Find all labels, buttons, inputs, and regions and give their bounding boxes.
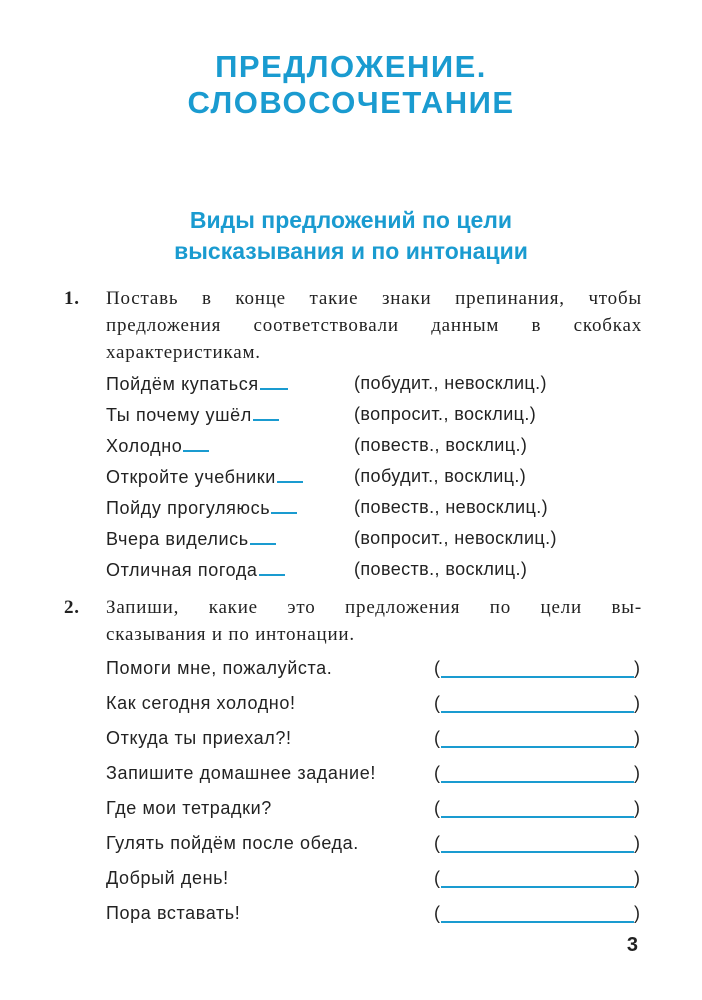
section-subtitle-line-1: Виды предложений по цели bbox=[189, 207, 513, 233]
close-paren: ) bbox=[634, 728, 640, 748]
task-1-hint: (повеств., восклиц.) bbox=[354, 435, 528, 455]
task-1-sentence: Холодно bbox=[106, 436, 183, 456]
task-1 bbox=[64, 285, 644, 370]
task-1-row bbox=[106, 402, 279, 427]
punctuation-blank[interactable] bbox=[260, 371, 288, 390]
close-paren: ) bbox=[634, 798, 640, 818]
task-1-sentence: Пойду прогуляюсь bbox=[106, 498, 271, 518]
task-1-sentence: Ты почему ушёл bbox=[106, 405, 252, 425]
open-paren: ( bbox=[434, 658, 440, 678]
task-1-row bbox=[106, 557, 285, 582]
task-2-number: 2. bbox=[64, 597, 80, 618]
punctuation-blank[interactable] bbox=[271, 495, 297, 514]
task-2-sentence: Где мои тетрадки? bbox=[106, 798, 272, 818]
task-1-instructions bbox=[106, 285, 642, 366]
task-2-instructions bbox=[106, 594, 642, 648]
task-1-row bbox=[106, 433, 209, 458]
close-paren: ) bbox=[634, 903, 640, 923]
task-1-hint: (повеств., восклиц.) bbox=[354, 559, 528, 579]
open-paren: ( bbox=[434, 763, 440, 783]
task-1-number: 1. bbox=[64, 288, 80, 309]
task-2-sentence: Гулять пойдём после обеда. bbox=[106, 833, 359, 853]
task-2-sentence: Пора вставать! bbox=[106, 903, 241, 923]
answer-line[interactable] bbox=[441, 746, 634, 748]
task-2-sentence: Откуда ты приехал?! bbox=[106, 728, 292, 748]
answer-line[interactable] bbox=[441, 711, 634, 713]
open-paren: ( bbox=[434, 728, 440, 748]
section-subtitle-line-2: высказывания и по интонации bbox=[174, 238, 528, 264]
task-1-hint: (вопросит., восклиц.) bbox=[354, 404, 537, 424]
punctuation-blank[interactable] bbox=[277, 464, 303, 483]
answer-line[interactable] bbox=[441, 851, 634, 853]
task-1-row bbox=[106, 464, 303, 489]
open-paren: ( bbox=[434, 903, 440, 923]
page-number: 3 bbox=[626, 934, 638, 956]
task-1-instructions-line-3: характеристикам. bbox=[106, 342, 261, 363]
task-1-instructions-line-1: Поставь в конце такие знаки препинания, чтобы bbox=[106, 288, 642, 309]
task-1-hint: (повеств., невосклиц.) bbox=[354, 497, 548, 517]
task-2-sentence: Помоги мне, пожалуйста. bbox=[106, 658, 333, 678]
task-2-instructions-line-1: Запиши, какие это предложения по цели вы- bbox=[106, 597, 642, 618]
punctuation-blank[interactable] bbox=[259, 557, 285, 576]
open-paren: ( bbox=[434, 798, 440, 818]
close-paren: ) bbox=[634, 763, 640, 783]
answer-line[interactable] bbox=[441, 921, 634, 923]
task-1-row bbox=[106, 526, 276, 551]
task-1-sentence: Вчера виделись bbox=[106, 529, 249, 549]
open-paren: ( bbox=[434, 833, 440, 853]
task-2-sentence: Добрый день! bbox=[106, 868, 229, 888]
answer-line[interactable] bbox=[441, 781, 634, 783]
task-2-instructions-line-2: сказывания и по интонации. bbox=[106, 624, 355, 645]
task-2 bbox=[64, 594, 644, 650]
answer-line[interactable] bbox=[441, 816, 634, 818]
close-paren: ) bbox=[634, 868, 640, 888]
punctuation-blank[interactable] bbox=[253, 402, 279, 421]
open-paren: ( bbox=[434, 868, 440, 888]
task-1-row bbox=[106, 371, 288, 396]
page-title-line-1: ПРЕДЛОЖЕНИЕ. bbox=[215, 49, 487, 84]
task-2-sentence: Как сегодня холодно! bbox=[106, 693, 296, 713]
page-title-line-2: СЛОВОСОЧЕТАНИЕ bbox=[187, 85, 515, 120]
close-paren: ) bbox=[634, 693, 640, 713]
task-1-row bbox=[106, 495, 297, 520]
task-1-sentence: Откройте учебники bbox=[106, 467, 276, 487]
close-paren: ) bbox=[634, 658, 640, 678]
task-1-hint: (вопросит., невосклиц.) bbox=[354, 528, 557, 548]
punctuation-blank[interactable] bbox=[183, 433, 209, 452]
task-1-sentence: Отличная погода bbox=[106, 560, 258, 580]
task-2-sentence: Запишите домашнее задание! bbox=[106, 763, 376, 783]
task-1-hint: (побудит., восклиц.) bbox=[354, 466, 527, 486]
task-1-instructions-line-2: предложения соответствовали данным в скобках bbox=[106, 315, 642, 336]
task-1-hint: (побудит., невосклиц.) bbox=[354, 373, 547, 393]
answer-line[interactable] bbox=[441, 676, 634, 678]
open-paren: ( bbox=[434, 693, 440, 713]
punctuation-blank[interactable] bbox=[250, 526, 276, 545]
task-1-sentence: Пойдём купаться bbox=[106, 374, 259, 394]
close-paren: ) bbox=[634, 833, 640, 853]
answer-line[interactable] bbox=[441, 886, 634, 888]
